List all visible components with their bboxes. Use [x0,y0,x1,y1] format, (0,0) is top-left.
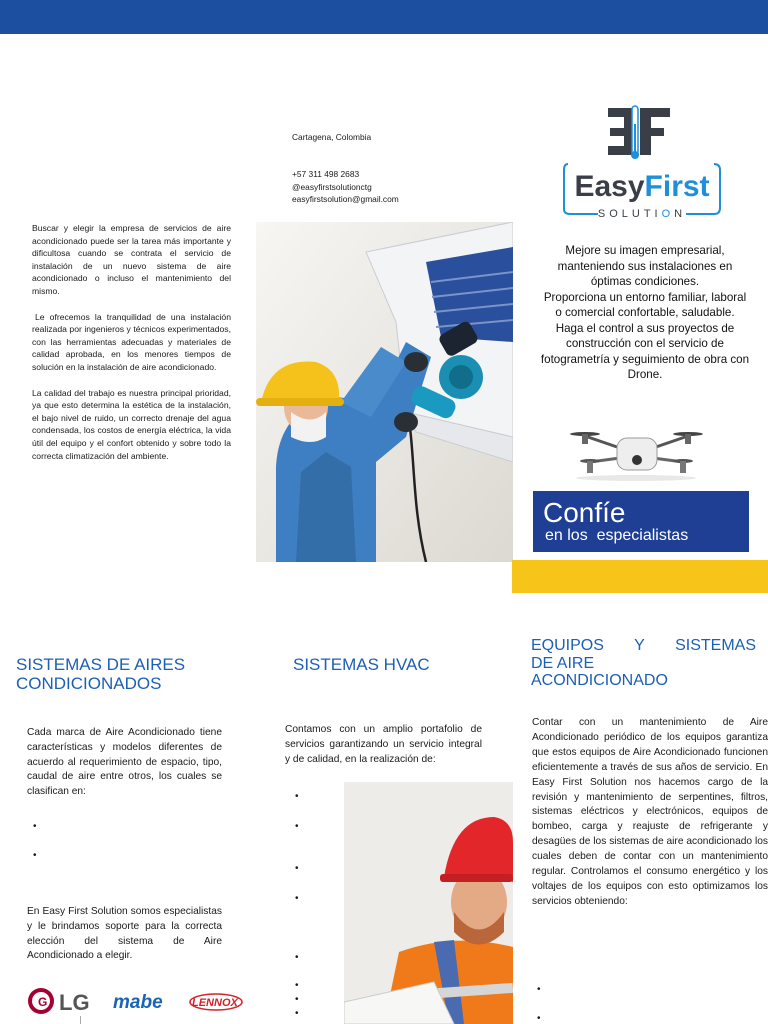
equipos-title-word: SISTEMAS [675,637,756,654]
svg-text:SOLUTION: SOLUTION [597,208,687,220]
equipos-heading [531,637,756,690]
promo-line: manteniendo sus instalaciones en [557,259,733,273]
sistemas-closing: En Easy First Solution somos especialistas y le brindamos soporte para la correcta elección del sistema de Aire Acondicionado a elegir. [27,906,222,962]
sistemas-heading [16,655,246,693]
intro-paragraph: Buscar y elegir la empresa de servicios de aire acondicionado puede ser la tarea más importante y dificultosa cuando se contrata el servicio de instalación de un nuevo sistema de aire acondicionado o incluso el mantenimiento del mismo. [32,223,231,296]
engineer-photo [344,782,513,1024]
equipos-title-word: EQUIPOS [531,637,604,654]
contact-social: @easyfirstsolutionctg [292,181,372,192]
technician-photo [256,222,513,562]
bullet: • [295,791,299,802]
hvac-heading: SISTEMAS HVAC [293,655,430,674]
bullet: • [537,984,541,995]
sistemas-title-line: SISTEMAS DE AIRES [16,655,186,674]
bullet: • [33,850,37,861]
promo-line: construcción con el servicio de [566,337,724,350]
equipos-body: Contar con un mantenimiento de Aire Acondicionado periódico de los equipos garantiza que estos equipos de Aire Acondicionado funcionen eficientemente a través de sus años de servicio. En Easy First Solution nos hacemos cargo de la revisión y mantenimiento de serpentines, filtros, sistemas eléctricos y electrónicos, equipos de bombeo, carga y reajuste de refrigerante y desagües de los sistemas de aire acondicionado los cuales deben de contar con un mantenimiento regular. Controlamos el consumo energético y los voltajes de los equipos con esto optimizamos los servicios obteniendo: [532,717,768,907]
equipos-title-line [531,637,756,655]
svg-text:G: G [38,995,48,1009]
brand-logos-graphic [26,982,256,1024]
bullet: • [295,893,299,904]
yellow-bar [512,560,768,593]
intro-paragraph: Le ofrecemos la tranquilidad de una instalación realizada por ingenieros y técnicos experimentados, con las herramientas adecuadas y materiales de calidad aprobada, en los menores tiempos de solución en la instalación de aire acondicionado. [32,311,231,372]
sistemas-body: Cada marca de Aire Acondicionado tiene características y modelos diferentes de acuerdo al requerimiento de espacio, tipo, caudal de aire entre otros, los cuales se clasifican en: [27,727,222,798]
svg-text:LG: LG [59,990,90,1015]
equipos-title-line: DE AIRE [531,654,595,672]
bullet: • [295,994,299,1005]
technician-illustration [256,222,513,562]
hvac-body: Contamos con un amplio portafolio de servicios garantizando un servicio integral y de calidad, en la realización de: [285,724,482,765]
svg-text:mabe: mabe [113,992,163,1013]
drone-image [565,420,708,482]
promo-line: Haga el control a sus proyectos de [555,321,735,335]
easyfirst-logo [558,104,726,222]
promo-line: fotogrametría y seguimiento de obra con [540,352,750,366]
intro-text [32,222,231,475]
equipos-title-line: ACONDICIONADO [531,672,668,689]
bullet: • [295,1008,299,1019]
sistemas-title-line: CONDICIONADOS [16,674,162,693]
intro-paragraph: La calidad del trabajo es nuestra principal prioridad, ya que esto determina la estética de la instalación, el bajo nivel de ruido, un correcto drenaje del agua condensada, los costos de energía eléctrica, la vida útil del equipo y el confort obtenido y sobre todo la correcta climatización del ambiente. [32,387,231,461]
promo-line: Mejore su imagen empresarial, [565,244,725,257]
bullet: • [537,1013,541,1024]
equipos-title-word: Y [634,637,645,654]
top-bar [0,0,768,34]
promo-text [532,243,758,383]
bullet: • [33,821,37,832]
bullet: • [295,952,299,963]
promo-line: Proporciona un entorno familiar, laboral [543,290,747,304]
svg-text:EasyFirst: EasyFirst [574,170,710,203]
svg-text:LENNOX: LENNOX [192,997,238,1009]
drone-icon [565,420,708,482]
bullet: • [295,821,299,832]
contact-city: Cartagena, Colombia [292,132,372,142]
bullet: • [295,980,299,991]
promo-line: Drone. [627,368,663,381]
contact-phone: +57 311 498 2683 [292,169,360,180]
contact-email: easyfirstsolution@gmail.com [292,194,399,205]
logo-graphic [558,104,726,222]
confie-banner [533,491,749,552]
banner-line-2: en los especialistas [545,527,689,544]
contact-block [292,131,502,206]
brand-logos [26,982,256,1024]
logo-mark-icon [608,108,670,155]
engineer-illustration [344,782,513,1024]
banner-line-1: Confíe [543,497,626,528]
promo-line: o comercial confortable, saludable. [555,306,735,319]
promo-line: óptimas condiciones. [590,275,700,288]
bullet: • [295,863,299,874]
